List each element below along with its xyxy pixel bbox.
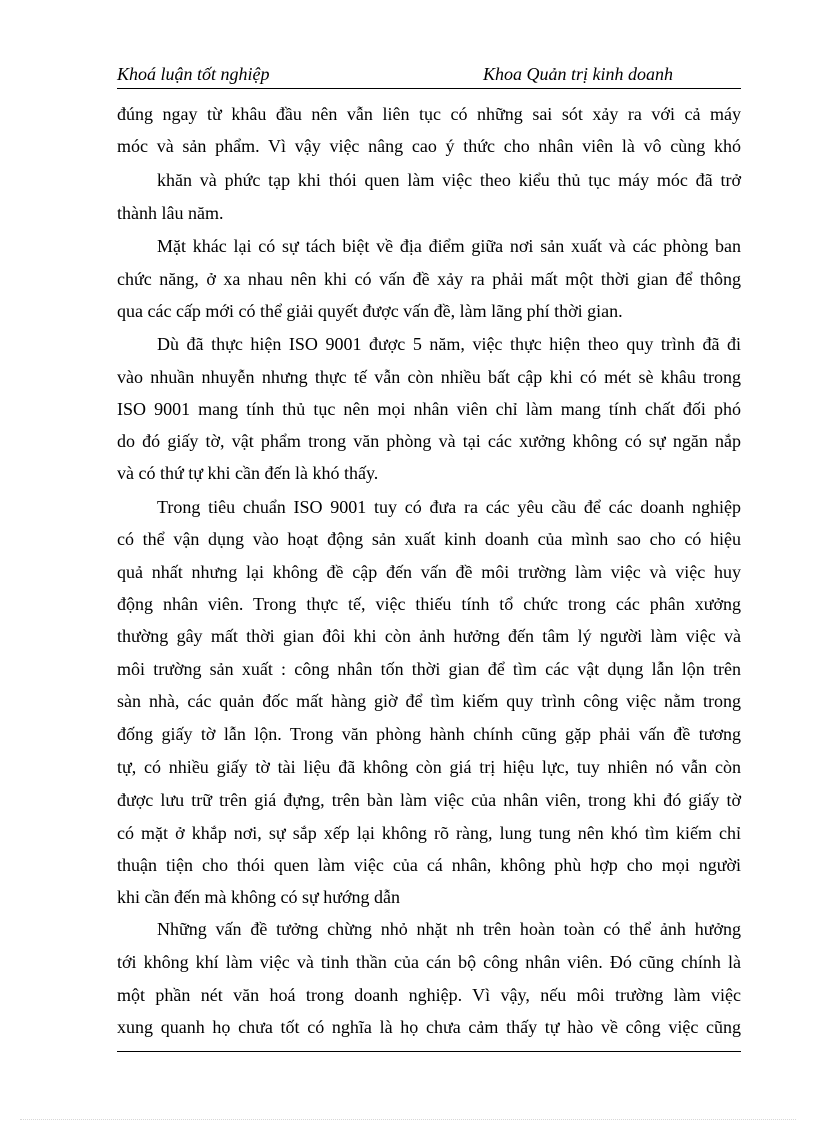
text-line: và có thứ tự khi cần đến là khó thấy. xyxy=(117,463,379,483)
text-line: Mặt khác lại có sự tách biệt về địa điểm giữa nơi sản xuất và các phòng ban xyxy=(157,236,741,256)
text-line: khi cần đến mà không có sự hướng dẫn xyxy=(117,887,400,907)
text-line: thường gây mất thời gian đôi khi còn ảnh hưởng đến tâm lý người làm việc và xyxy=(117,626,741,646)
text-line: chức năng, ở xa nhau nên khi có vấn đề xảy ra phải mất một thời gian để thông xyxy=(117,269,741,289)
text-line: tự, có nhiều giấy tờ tài liệu đã không còn giá trị hiệu lực, tuy nhiên nó vẫn còn xyxy=(117,757,741,777)
text-line: thuận tiện cho thói quen làm việc của cá nhân, không phù hợp cho mọi người xyxy=(117,855,741,875)
page-header xyxy=(117,58,741,89)
text-line: được lưu trữ trên giá đựng, trên bàn làm việc của nhân viên, trong khi đó giấy tờ xyxy=(117,790,741,810)
text-line: thành lâu năm. xyxy=(117,203,224,223)
page-bottom-border xyxy=(20,1119,796,1120)
footer-divider xyxy=(117,1051,741,1052)
text-line: sàn nhà, các quản đốc mất hàng giờ để tìm kiếm quy trình công việc nằm trong xyxy=(117,691,741,711)
text-line: môi trường sản xuất : công nhân tốn thời gian để tìm các vật dụng lẫn lộn trên xyxy=(117,659,741,679)
text-line: đúng ngay từ khâu đầu nên vẫn liên tục có những sai sót xảy ra với cả máy xyxy=(117,104,741,124)
text-line: tới không khí làm việc và tinh thần của cán bộ công nhân viên. Đó cũng chính là xyxy=(117,952,741,972)
text-line: móc và sản phẩm. Vì vậy việc nâng cao ý thức cho nhân viên là vô cùng khó xyxy=(117,136,741,156)
text-line: động nhân viên. Trong thực tế, việc thiếu tính tổ chức trong các phân xưởng xyxy=(117,594,741,614)
text-line: Dù đã thực hiện ISO 9001 được 5 năm, việc thực hiện theo quy trình đã đi xyxy=(157,334,741,354)
text-line: do đó giấy tờ, vật phẩm trong văn phòng và tại các xưởng không có sự ngăn nắp xyxy=(117,431,741,451)
text-line: khăn và phức tạp khi thói quen làm việc theo kiểu thủ tục máy móc đã trở xyxy=(157,170,741,190)
text-line: qua các cấp mới có thể giải quyết được vấn đề, làm lãng phí thời gian. xyxy=(117,301,623,321)
header-faculty-label: Khoa Quản trị kinh doanh xyxy=(483,64,674,84)
text-line: một phần nét văn hoá trong doanh nghiệp. Vì vậy, nếu môi trường làm việc xyxy=(117,985,741,1005)
text-line: Trong tiêu chuẩn ISO 9001 tuy có đưa ra các yêu cầu để các doanh nghiệp xyxy=(157,497,741,517)
text-line: có thể vận dụng vào hoạt động sản xuất kinh doanh của mình sao cho có hiệu xyxy=(117,529,741,549)
text-line: có mặt ở khắp nơi, sự sắp xếp lại không rõ ràng, lung tung nên khó tìm kiếm chỉ xyxy=(117,823,741,843)
text-line: ISO 9001 mang tính thủ tục nên mọi nhân viên chỉ làm mang tính chất đối phó xyxy=(117,399,741,419)
text-line: quả nhất nhưng lại không đề cập đến vấn đề môi trường làm việc và việc huy xyxy=(117,562,741,582)
text-line: Những vấn đề tưởng chừng nhỏ nhặt nh trên hoàn toàn có thể ảnh hưởng xyxy=(157,919,741,939)
text-line: vào nhuần nhuyễn nhưng thực tế vẫn còn nhiều bất cập khi có mét sè khâu trong xyxy=(117,367,741,387)
header-thesis-label: Khoá luận tốt nghiệp xyxy=(117,64,270,84)
text-line: xung quanh họ chưa tốt có nghĩa là họ chưa cảm thấy tự hào về công việc cũng xyxy=(117,1017,741,1037)
text-line: đống giấy tờ lẫn lộn. Trong văn phòng hành chính cũng gặp phải vấn đề tương xyxy=(117,724,741,744)
